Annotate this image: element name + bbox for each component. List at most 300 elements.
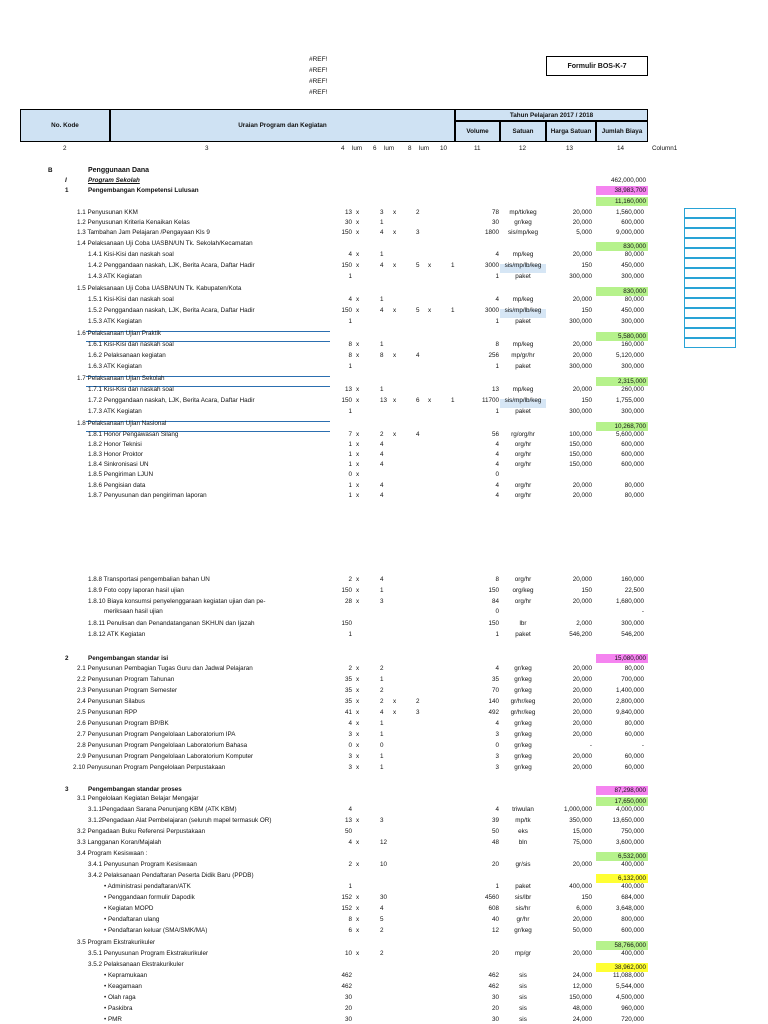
row-times-a: x — [356, 431, 360, 438]
row-factor-a: 0 — [348, 471, 352, 478]
row-satuan: gr/hr — [516, 916, 530, 923]
row-times-a: x — [356, 817, 360, 824]
row-label: • Pendaftaran keluar (SMA/SMK/MA) — [104, 927, 208, 934]
subtotal-1-8: 10,268,700 — [596, 422, 648, 431]
row-harga: 20,000 — [572, 916, 592, 923]
row-label: 1.8.1 Honor Pengawasan Silang — [88, 431, 179, 438]
row-times-a: x — [356, 916, 360, 923]
row-satuan: sis/mp/lb/keg — [504, 397, 542, 404]
row-jumlah: 3,648,000 — [615, 905, 644, 912]
row-jumlah: 60,000 — [624, 753, 644, 760]
row-jumlah: 400,000 — [621, 861, 644, 868]
row-label: 1.6.1 Kisi-Kisi dan naskah soal — [88, 341, 174, 348]
row-satuan: org/hr — [514, 451, 532, 458]
row-jumlah: 60,000 — [624, 731, 644, 738]
colnum-4: 4 — [341, 145, 345, 152]
row-times-b: x — [393, 307, 397, 314]
row-jumlah: 2,800,000 — [615, 698, 644, 705]
row-label: • Penggandaan formulir Dapodik — [104, 894, 195, 901]
row-volume: 1 — [495, 363, 499, 370]
row-times-a: x — [356, 296, 360, 303]
row-label: 2.9 Penyusunan Program Pengelolaan Laboratorium Komputer — [77, 753, 254, 760]
row-volume: 462 — [488, 972, 499, 979]
row-satuan: gr/hr/keg — [510, 698, 536, 705]
row-satuan: mp/keg — [512, 251, 534, 258]
row-times-a: x — [356, 451, 360, 458]
row-factor-a: 8 — [348, 341, 352, 348]
row-volume: 1800 — [484, 229, 499, 236]
row-times-c: x — [428, 262, 432, 269]
side-box[interactable] — [684, 228, 736, 238]
row-volume: 30 — [491, 1016, 499, 1023]
row-jumlah: 720,000 — [621, 1016, 644, 1023]
row-factor-b: 0 — [380, 742, 384, 749]
row-times-a: x — [356, 219, 360, 226]
row-factor-c: 4 — [416, 431, 420, 438]
row-harga: 300,000 — [569, 408, 592, 415]
row-label: 1.6 Pelaksanaan Ujian Praktik — [77, 330, 162, 337]
row-factor-a: 35 — [344, 676, 352, 683]
row-factor-a: 4 — [348, 296, 352, 303]
row-jumlah: 80,000 — [624, 665, 644, 672]
row-factor-c: 4 — [416, 352, 420, 359]
row-volume: 4 — [495, 665, 499, 672]
row-factor-d: 1 — [451, 397, 455, 404]
row-harga: 20,000 — [572, 352, 592, 359]
row-label: 1.8.5 Pengiriman LJUN — [88, 471, 154, 478]
row-factor-a: 150 — [341, 262, 352, 269]
header-volume: Volume — [455, 121, 500, 142]
row-factor-b: 12 — [380, 839, 388, 846]
row-factor-a: 462 — [341, 972, 352, 979]
row-satuan: org/hr — [514, 441, 532, 448]
row-jumlah: - — [641, 608, 644, 615]
row-harga: 20,000 — [572, 209, 592, 216]
subtotal-1-5: 830,000 — [596, 287, 648, 296]
row-label: 1.7.3 ATK Kegiatan — [88, 408, 142, 415]
row-harga: 20,000 — [572, 731, 592, 738]
row-harga: 20,000 — [572, 676, 592, 683]
row-harga: 150,000 — [569, 441, 592, 448]
row-label: 3.1.2Pengadaan Alat Pembelajaran (seluruh mapel termasuk OR) — [88, 817, 272, 824]
row-satuan: eks — [518, 828, 528, 835]
row-times-a: x — [356, 753, 360, 760]
row-jumlah: 5,120,000 — [615, 352, 644, 359]
row-label: 1.5.1 Kisi-Kisi dan naskah soal — [88, 296, 174, 303]
row-satuan: org/keg — [512, 587, 534, 594]
row-factor-b: 3 — [380, 817, 384, 824]
row-times-a: x — [356, 731, 360, 738]
row-factor-a: 1 — [348, 631, 352, 638]
row-times-b: x — [393, 262, 397, 269]
row-jumlah: 9,000,000 — [615, 229, 644, 236]
row-satuan: mp/tk/keg — [509, 209, 537, 216]
row-volume: 4 — [495, 441, 499, 448]
row-jumlah: 11,088,000 — [612, 972, 644, 979]
row-volume: 70 — [491, 687, 499, 694]
row-jumlah: 160,000 — [621, 576, 644, 583]
row-label: • Administrasi pendaftaran/ATK — [104, 883, 191, 890]
row-label: 1.7.1 Kisi-Kisi dan naskah soal — [88, 386, 174, 393]
row-volume: 150 — [488, 620, 499, 627]
row-times-a: x — [356, 307, 360, 314]
row-jumlah: 1,560,000 — [615, 209, 644, 216]
row-volume: 0 — [495, 742, 499, 749]
row-harga: 50,000 — [572, 927, 592, 934]
row-satuan: paket — [515, 631, 531, 638]
row-volume: 50 — [491, 828, 499, 835]
row-volume: 3000 — [484, 307, 499, 314]
row-satuan: gr/keg — [514, 731, 532, 738]
row-label: 1.8.10 Biaya konsumsi penyelenggaraan kegiatan ujian dan pe- — [88, 598, 266, 605]
side-box[interactable] — [684, 248, 736, 258]
row-volume: 140 — [488, 698, 499, 705]
section-3-code: 3 — [65, 786, 69, 793]
ref-error-4: #REF! — [309, 89, 328, 96]
ref-error-1: #REF! — [309, 56, 328, 63]
header-jumlah: Jumlah Biaya — [596, 121, 648, 142]
side-box[interactable] — [684, 318, 736, 328]
row-times-c: x — [428, 307, 432, 314]
row-times-a: x — [356, 229, 360, 236]
row-label: 3.5.1 Penyusunan Program Ekstrakurikuler — [88, 950, 209, 957]
row-volume: 30 — [491, 219, 499, 226]
subtotal-3-4-2: 6,132,000 — [596, 874, 648, 883]
row-harga: 48,000 — [572, 1005, 592, 1012]
side-box[interactable] — [684, 268, 736, 278]
row-factor-a: 1 — [348, 461, 352, 468]
row-times-a: x — [356, 687, 360, 694]
row-factor-a: 462 — [341, 983, 352, 990]
row-volume: 84 — [491, 598, 499, 605]
row-jumlah: - — [641, 742, 644, 749]
total-program: 38,983,700 — [596, 186, 648, 195]
row-harga: 400,000 — [569, 883, 592, 890]
row-satuan: gr/keg — [514, 764, 532, 771]
row-jumlah: 4,500,000 — [615, 994, 644, 1001]
row-label: 1.8.12 ATK Kegiatan — [88, 631, 146, 638]
row-times-a: x — [356, 861, 360, 868]
row-harga: 20,000 — [572, 251, 592, 258]
row-satuan: sis/mp/keg — [507, 229, 539, 236]
row-factor-a: 152 — [341, 905, 352, 912]
row-times-b: x — [393, 209, 397, 216]
row-label: 2.7 Penyusunan Program Pengelolaan Laboratorium IPA — [77, 731, 236, 738]
row-label: 2.2 Penyusunan Program Tahunan — [77, 676, 175, 683]
row-harga: 20,000 — [572, 386, 592, 393]
row-jumlah: 5,600,000 — [615, 431, 644, 438]
row-factor-a: 10 — [344, 950, 352, 957]
row-volume: 78 — [491, 209, 499, 216]
row-satuan: gr/hr/keg — [510, 709, 536, 716]
side-box[interactable] — [684, 278, 736, 288]
row-volume: 20 — [491, 1005, 499, 1012]
side-box[interactable] — [684, 238, 736, 248]
row-harga: 2,000 — [576, 620, 592, 627]
row-label: • Paskibra — [104, 1005, 133, 1012]
row-volume: 0 — [495, 608, 499, 615]
row-jumlah: 80,000 — [624, 251, 644, 258]
side-box[interactable] — [684, 218, 736, 228]
subtotal-1-4: 830,000 — [596, 242, 648, 251]
section-2-code: 2 — [65, 655, 69, 662]
row-label: 1.8.9 Foto copy laporan hasil ujian — [88, 587, 184, 594]
row-times-a: x — [356, 905, 360, 912]
row-satuan: paket — [515, 318, 531, 325]
row-harga: 150 — [581, 307, 592, 314]
row-factor-a: 41 — [344, 709, 352, 716]
header-satuan: Satuan — [500, 121, 546, 142]
header-uraian: Uraian Program dan Kegiatan — [110, 109, 455, 142]
row-jumlah: 600,000 — [621, 219, 644, 226]
row-satuan: mp/keg — [512, 341, 534, 348]
row-harga: 20,000 — [572, 482, 592, 489]
row-factor-a: 2 — [348, 576, 352, 583]
row-label: 1.4.3 ATK Kegiatan — [88, 273, 142, 280]
row-satuan: rg/org/hr — [511, 431, 535, 438]
row-times-a: x — [356, 482, 360, 489]
row-harga: 546,200 — [569, 631, 592, 638]
row-label: 1.8 Pelaksanaan Ujian Nasional — [77, 420, 167, 427]
row-jumlah: 60,000 — [624, 764, 644, 771]
row-satuan: triwulan — [512, 806, 534, 813]
row-factor-b: 4 — [380, 441, 384, 448]
row-label: 1.5 Pelaksanaan Uji Coba UASBN/UN Tk. Kabupaten/Kota — [77, 285, 242, 292]
row-jumlah: 600,000 — [621, 927, 644, 934]
row-harga: 150 — [581, 587, 592, 594]
row-volume: 1 — [495, 631, 499, 638]
row-harga: 20,000 — [572, 598, 592, 605]
row-jumlah: 750,000 — [621, 828, 644, 835]
row-jumlah: 300,000 — [621, 408, 644, 415]
row-volume: 3 — [495, 764, 499, 771]
row-jumlah: 22,500 — [624, 587, 644, 594]
row-satuan: lbr — [519, 620, 527, 627]
section-b-title: Penggunaan Dana — [88, 167, 150, 174]
row-factor-b: 1 — [380, 251, 384, 258]
row-factor-a: 4 — [348, 720, 352, 727]
row-satuan: sis/mp/lb/keg — [504, 307, 542, 314]
row-volume: 4 — [495, 451, 499, 458]
row-times-a: x — [356, 262, 360, 269]
row-factor-a: 3 — [348, 731, 352, 738]
row-jumlah: 450,000 — [621, 307, 644, 314]
row-times-a: x — [356, 576, 360, 583]
row-label: • Keagamaan — [104, 983, 142, 990]
row-times-a: x — [356, 698, 360, 705]
row-satuan: sis/hr — [515, 905, 531, 912]
row-volume: 20 — [491, 950, 499, 957]
subtotal-3-5: 58,766,000 — [596, 941, 648, 950]
row-harga: 24,000 — [572, 1016, 592, 1023]
row-factor-b: 1 — [380, 720, 384, 727]
row-satuan: sis — [519, 1016, 527, 1023]
row-label: 2.1 Penyusunan Pembagian Tugas Guru dan Jadwal Pelajaran — [77, 665, 253, 672]
row-factor-a: 20 — [344, 1005, 352, 1012]
row-factor-a: 1 — [348, 441, 352, 448]
side-box[interactable] — [684, 328, 736, 338]
row-label: 3.5 Program Ekstrakurikuler — [77, 939, 156, 946]
colnum-6: 6 — [373, 145, 377, 152]
row-factor-a: 1 — [348, 883, 352, 890]
row-factor-a: 8 — [348, 352, 352, 359]
ref-error-3: #REF! — [309, 78, 328, 85]
row-jumlah: 960,000 — [621, 1005, 644, 1012]
row-factor-b: 1 — [380, 764, 384, 771]
row-times-b: x — [393, 709, 397, 716]
total-section-2: 15,080,000 — [596, 654, 648, 663]
row-harga: 20,000 — [572, 698, 592, 705]
row-satuan: org/hr — [514, 482, 532, 489]
row-label: 1.8.7 Penyusunan dan pengiriman laporan — [88, 492, 207, 499]
row-times-a: x — [356, 461, 360, 468]
row-jumlah: 5,544,000 — [615, 983, 644, 990]
row-jumlah: 260,000 — [621, 386, 644, 393]
row-factor-a: 150 — [341, 397, 352, 404]
row-times-a: x — [356, 397, 360, 404]
row-harga: 20,000 — [572, 341, 592, 348]
row-jumlah: 300,000 — [621, 318, 644, 325]
row-volume: 30 — [491, 994, 499, 1001]
row-harga: 20,000 — [572, 753, 592, 760]
side-box[interactable] — [684, 298, 736, 308]
row-times-a: x — [356, 251, 360, 258]
row-volume: 0 — [495, 471, 499, 478]
colnum-8: 8 — [408, 145, 412, 152]
row-volume: 1 — [495, 883, 499, 890]
row-label: 2.3 Penyusunan Program Semester — [77, 687, 178, 694]
row-satuan: gr/keg — [514, 742, 532, 749]
section-2-title: Pengembangan standar isi — [88, 655, 169, 662]
side-box[interactable] — [684, 208, 736, 218]
row-harga: - — [589, 742, 592, 749]
row-factor-c: 5 — [416, 307, 420, 314]
row-times-a: x — [356, 598, 360, 605]
row-satuan: gr/keg — [514, 753, 532, 760]
row-times-a: x — [356, 386, 360, 393]
side-box[interactable] — [684, 308, 736, 318]
row-factor-b: 8 — [380, 352, 384, 359]
row-times-a: x — [356, 927, 360, 934]
row-jumlah: 13,650,000 — [612, 817, 644, 824]
row-volume: 39 — [491, 817, 499, 824]
row-times-a: x — [356, 587, 360, 594]
row-harga: 300,000 — [569, 318, 592, 325]
row-factor-a: 28 — [344, 598, 352, 605]
row-jumlah: 600,000 — [621, 441, 644, 448]
row-factor-a: 1 — [348, 492, 352, 499]
row-factor-b: 30 — [380, 894, 388, 901]
row-factor-b: 4 — [380, 307, 384, 314]
row-times-a: x — [356, 665, 360, 672]
row-harga: 150 — [581, 262, 592, 269]
row-factor-b: 1 — [380, 386, 384, 393]
row-jumlah: 9,840,000 — [615, 709, 644, 716]
row-satuan: gr/keg — [514, 720, 532, 727]
row-harga: 20,000 — [572, 720, 592, 727]
row-jumlah: 600,000 — [621, 461, 644, 468]
row-factor-b: 1 — [380, 731, 384, 738]
row-factor-d: 1 — [451, 307, 455, 314]
row-harga: 150,000 — [569, 461, 592, 468]
row-times-a: x — [356, 209, 360, 216]
row-satuan: sis — [519, 994, 527, 1001]
row-label: 1.6.3 ATK Kegiatan — [88, 363, 142, 370]
row-jumlah: 1,755,000 — [615, 397, 644, 404]
header-no-kode: No. Kode — [20, 109, 110, 142]
row-label: • PMR — [104, 1016, 122, 1023]
header-tahun: Tahun Pelajaran 2017 / 2018 — [455, 109, 648, 121]
row-factor-b: 10 — [380, 861, 388, 868]
row-label: 3.2 Pengadaan Buku Referensi Perpustakaan — [77, 828, 206, 835]
row-factor-a: 4 — [348, 251, 352, 258]
row-times-a: x — [356, 441, 360, 448]
row-label: 1.8.3 Honor Proktor — [88, 451, 143, 458]
row-factor-b: 4 — [380, 482, 384, 489]
row-times-b: x — [393, 229, 397, 236]
row-times-a: x — [356, 352, 360, 359]
row-satuan: gr/keg — [514, 676, 532, 683]
row-volume: 56 — [491, 431, 499, 438]
row-factor-a: 13 — [344, 386, 352, 393]
row-volume: 3 — [495, 731, 499, 738]
row-factor-a: 3 — [348, 753, 352, 760]
row-factor-a: 50 — [344, 828, 352, 835]
row-harga: 20,000 — [572, 764, 592, 771]
row-jumlah: 80,000 — [624, 482, 644, 489]
row-jumlah: 300,000 — [621, 363, 644, 370]
row-jumlah: 80,000 — [624, 492, 644, 499]
row-factor-a: 3 — [348, 764, 352, 771]
row-factor-a: 8 — [348, 916, 352, 923]
row-volume: 8 — [495, 341, 499, 348]
row-harga: 20,000 — [572, 219, 592, 226]
row-satuan: gr/keg — [514, 687, 532, 694]
row-factor-a: 1 — [348, 273, 352, 280]
row-factor-b: 2 — [380, 927, 384, 934]
row-volume: 1 — [495, 408, 499, 415]
total-section-1: 11,160,000 — [596, 197, 648, 206]
colnum-column1: Column1 — [652, 145, 678, 152]
row-volume: 4560 — [484, 894, 499, 901]
row-label: • Olah raga — [104, 994, 136, 1001]
row-factor-a: 4 — [348, 806, 352, 813]
row-satuan: sis — [519, 1005, 527, 1012]
row-harga: 20,000 — [572, 687, 592, 694]
side-box[interactable] — [684, 258, 736, 268]
row-factor-c: 2 — [416, 698, 420, 705]
row-label: 2.6 Penyusunan Program BP/BK — [77, 720, 169, 727]
row-label: 1.3 Tambahan Jam Pelajaran /Pengayaan Kls 9 — [77, 229, 210, 236]
row-jumlah: 400,000 — [621, 950, 644, 957]
row-factor-c: 5 — [416, 262, 420, 269]
row-factor-a: 35 — [344, 698, 352, 705]
side-box[interactable] — [684, 338, 736, 348]
row-harga: 12,000 — [572, 983, 592, 990]
row-volume: 462 — [488, 983, 499, 990]
side-box[interactable] — [684, 288, 736, 298]
row-satuan: mp/gr — [514, 950, 532, 957]
row-label: 1.8.8 Transportasi pengembalian bahan UN — [88, 576, 210, 583]
row-times-a: x — [356, 764, 360, 771]
row-satuan: org/hr — [514, 576, 532, 583]
row-harga: 15,000 — [572, 828, 592, 835]
total-grand: 462,000,000 — [610, 177, 646, 184]
row-jumlah: 160,000 — [621, 341, 644, 348]
row-label: 3.3 Langganan Koran/Majalah — [77, 839, 162, 846]
row-harga: 20,000 — [572, 296, 592, 303]
row-factor-b: 4 — [380, 905, 384, 912]
